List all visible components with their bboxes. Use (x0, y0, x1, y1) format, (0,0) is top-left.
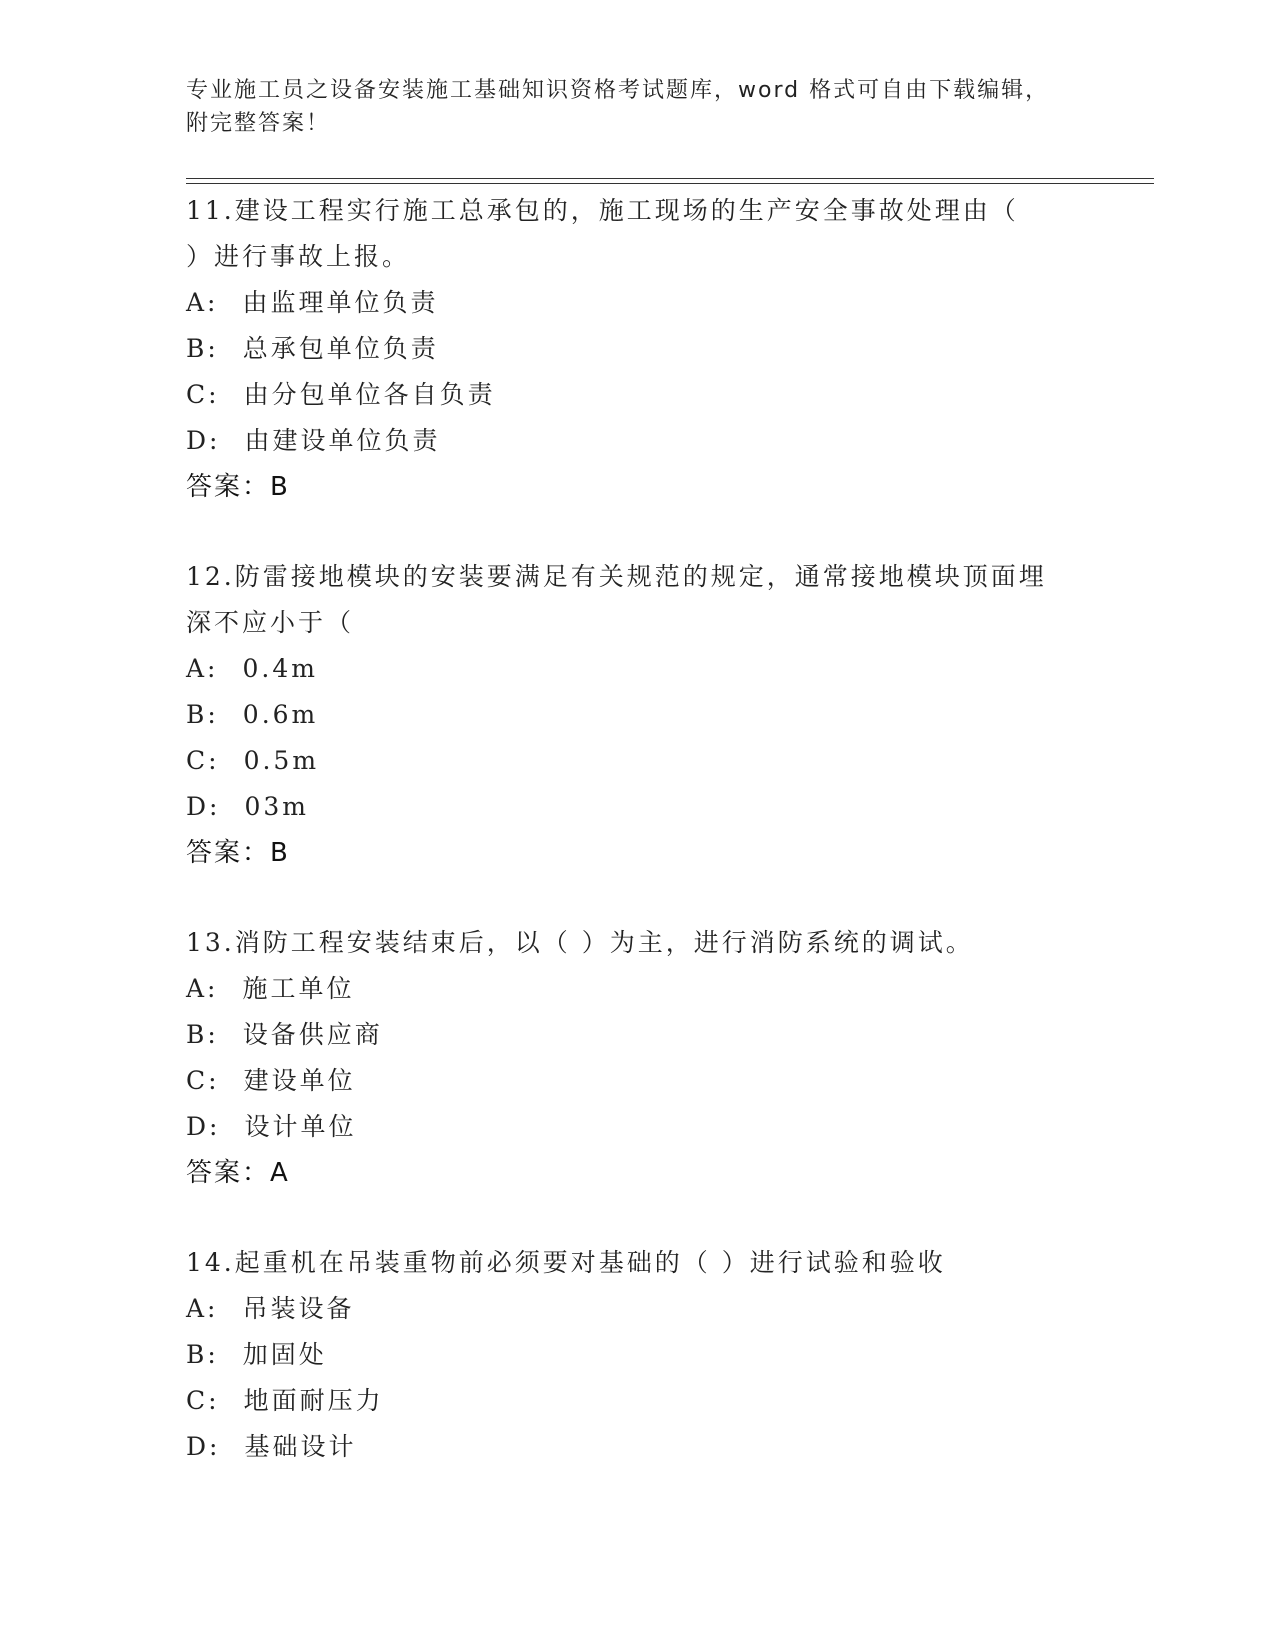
question-12 (186, 554, 1086, 876)
question-stem-continued: 深不应小于（ (186, 608, 355, 637)
option-key: B: (186, 334, 219, 363)
option-a (186, 966, 1086, 1012)
option-a (186, 646, 1086, 692)
header-divider-bottom (186, 183, 1154, 184)
option-key: C: (186, 380, 220, 409)
option-key: D: (186, 792, 221, 821)
option-key: D: (186, 426, 221, 455)
option-key: B: (186, 1340, 219, 1369)
question-stem: 13.消防工程安装结束后，以（ ）为主，进行消防系统的调试。 (186, 928, 974, 957)
question-14 (186, 1240, 1086, 1470)
option-key: D: (186, 1432, 221, 1461)
option-d (186, 784, 1086, 830)
option-d (186, 418, 1086, 464)
question-stem: 14.起重机在吊装重物前必须要对基础的（ ）进行试验和验收 (186, 1248, 946, 1277)
option-key: D: (186, 1112, 221, 1141)
option-b (186, 326, 1086, 372)
option-text: 0.4m (242, 654, 318, 683)
option-d (186, 1424, 1086, 1470)
question-13 (186, 920, 1086, 1196)
question-stem: 11.建设工程实行施工总承包的，施工现场的生产安全事故处理由（ (186, 196, 1019, 225)
option-key: B: (186, 1020, 219, 1049)
option-key: C: (186, 746, 220, 775)
option-key: A: (186, 654, 219, 683)
option-text: 由分包单位各自负责 (243, 380, 496, 409)
option-b (186, 1332, 1086, 1378)
option-text: 设备供应商 (242, 1020, 383, 1049)
option-text: 0.5m (243, 746, 320, 775)
option-key: B: (186, 700, 219, 729)
question-11 (186, 188, 1086, 510)
option-text: 由建设单位负责 (244, 426, 441, 455)
option-a (186, 1286, 1086, 1332)
header-line-1: 专业施工员之设备安装施工基础知识资格考试题库，word 格式可自由下载编辑， (186, 78, 1050, 103)
header-divider-top (186, 178, 1154, 179)
option-text: 加固处 (242, 1340, 327, 1369)
option-text: 03m (244, 792, 309, 821)
option-b (186, 692, 1086, 738)
option-b (186, 1012, 1086, 1058)
option-key: A: (186, 1294, 219, 1323)
option-key: C: (186, 1386, 220, 1415)
option-d (186, 1104, 1086, 1150)
option-text: 吊装设备 (242, 1294, 355, 1323)
question-stem-continued: ）进行事故上报。 (186, 242, 411, 271)
option-c (186, 372, 1086, 418)
option-key: A: (186, 288, 219, 317)
option-text: 基础设计 (244, 1432, 357, 1461)
answer-line: 答案：B (186, 838, 290, 868)
option-key: A: (186, 974, 219, 1003)
document-header (186, 74, 1086, 140)
answer-line: 答案：A (186, 1158, 290, 1188)
header-line-2: 附完整答案！ (186, 111, 331, 136)
option-c (186, 738, 1086, 784)
option-text: 建设单位 (243, 1066, 356, 1095)
option-text: 施工单位 (242, 974, 355, 1003)
question-stem: 12.防雷接地模块的安装要满足有关规范的规定，通常接地模块顶面埋 (186, 562, 1047, 591)
option-c (186, 1058, 1086, 1104)
option-text: 由监理单位负责 (242, 288, 439, 317)
option-text: 地面耐压力 (243, 1386, 384, 1415)
option-text: 设计单位 (244, 1112, 357, 1141)
option-text: 总承包单位负责 (242, 334, 439, 363)
option-text: 0.6m (242, 700, 319, 729)
answer-line: 答案：B (186, 472, 290, 502)
option-a (186, 280, 1086, 326)
option-key: C: (186, 1066, 220, 1095)
option-c (186, 1378, 1086, 1424)
